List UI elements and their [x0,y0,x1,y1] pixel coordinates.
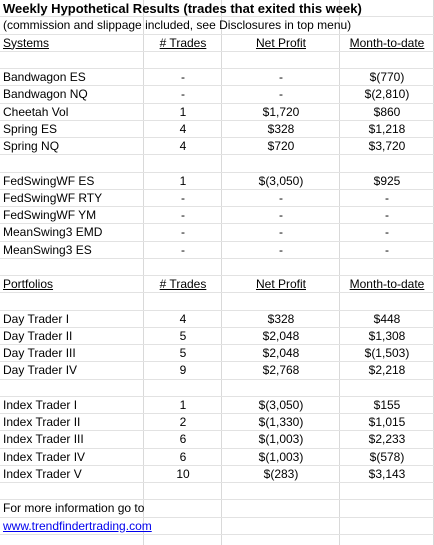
grid-row-line [0,206,434,207]
trades-cell: 1 [179,104,187,119]
month-to-date-column-header: Month-to-date [349,277,425,291]
grid-row-line [0,172,434,173]
row-name: Spring NQ [3,139,60,153]
net-profit-cell: $(1,330) [258,415,304,429]
month-to-date-cell: $155 [373,397,401,412]
table-row [0,397,434,414]
table-row [0,190,434,207]
net-profit-cell: $720 [267,139,295,153]
net-profit-cell: $328 [267,311,295,326]
section-header: Systems [3,35,50,50]
grid-row-line [0,344,434,345]
net-profit-cell: $(1,003) [258,449,304,464]
trades-cell: - [181,242,185,257]
net-profit-column-header: Net Profit [255,277,306,291]
row-name: Index Trader III [3,432,84,447]
trades-cell: - [181,190,185,205]
column-header-row [0,276,434,293]
grid-row-line [0,137,434,138]
trades-cell: - [181,208,185,222]
month-to-date-cell: $(2,810) [364,87,410,102]
trades-cell: 4 [179,311,187,326]
grid-row-line [0,241,434,242]
blank-row [0,483,434,500]
month-to-date-cell: $3,720 [368,139,406,153]
blank-row [0,293,434,310]
net-profit-cell: $1,720 [262,104,300,119]
grid-row-line [0,482,434,483]
table-row [0,224,434,241]
trades-cell: 5 [179,328,187,343]
website-link[interactable]: www.trendfindertrading.com [3,518,152,533]
net-profit-cell: $(1,003) [258,432,304,447]
trades-cell: 6 [179,432,187,447]
net-profit-cell: - [279,242,283,257]
trades-column-header: # Trades [159,277,207,291]
column-header-row [0,35,434,52]
table-row [0,414,434,431]
grid-row-line [0,396,434,397]
grid-row-line [0,258,434,259]
table-row [0,104,434,121]
grid-row-line [0,68,434,69]
table-row [0,466,434,483]
trades-cell: 4 [179,121,187,136]
grid-row-line [0,448,434,449]
row-name: FedSwingWF ES [3,173,95,188]
month-to-date-cell: $(1,503) [364,346,410,360]
net-profit-cell: $2,048 [262,328,300,343]
net-profit-cell: $328 [267,121,295,136]
table-row [0,121,434,138]
month-to-date-cell: $1,218 [368,121,406,136]
row-name: Index Trader IV [3,449,86,464]
grid-row-line [0,85,434,86]
row-name: FedSwingWF YM [3,208,97,222]
month-to-date-cell: $(770) [369,70,405,84]
row-name: Index Trader II [3,415,81,429]
month-to-date-cell: $1,015 [368,415,406,429]
month-to-date-cell: $2,218 [368,363,406,378]
row-name: Day Trader II [3,328,73,343]
trades-cell: - [181,70,185,84]
sheet-subtitle: (commission and slippage included, see Disclosures in top menu) [3,18,352,33]
row-name: Day Trader IV [3,363,78,378]
table-row [0,173,434,190]
trades-cell: 2 [179,415,187,429]
month-to-date-cell: - [385,242,389,257]
grid-row-line [0,534,434,535]
grid-row-line [0,465,434,466]
row-name: Day Trader III [3,346,76,360]
table-row [0,138,434,155]
grid-row-line [0,103,434,104]
month-to-date-cell: $(578) [369,449,405,464]
net-profit-cell: - [279,70,283,84]
month-to-date-cell: $925 [373,173,401,188]
net-profit-cell: - [279,208,283,222]
blank-row [0,380,434,397]
table-row [0,328,434,345]
table-row [0,86,434,103]
month-to-date-cell: $1,308 [368,328,406,343]
trades-cell: 5 [179,346,187,360]
grid-row-line [0,310,434,311]
subtitle-row [0,17,434,34]
grid-row-line [0,430,434,431]
trades-cell: 9 [179,363,187,378]
row-name: FedSwingWF RTY [3,190,103,205]
grid-row-line [0,292,434,293]
blank-row [0,155,434,172]
net-profit-cell: $(3,050) [258,173,304,188]
row-name: Spring ES [3,121,58,136]
row-name: Day Trader I [3,311,70,326]
row-name: Index Trader V [3,466,82,481]
grid-row-line [0,16,434,17]
section-header: Portfolios [3,277,54,291]
row-name: Bandwagon NQ [3,87,88,102]
sheet-title: Weekly Hypothetical Results (trades that exited this week) [3,1,362,16]
footer-link-row [0,518,434,535]
net-profit-cell: $2,048 [262,346,300,360]
grid-row-line [0,379,434,380]
footer-text: For more information go to [3,501,145,516]
month-to-date-cell: $448 [373,311,401,326]
title-row [0,0,434,17]
grid-row-line [0,361,434,362]
trades-cell: - [181,225,185,240]
grid-row-line [0,51,434,52]
table-row [0,449,434,466]
trades-cell: 1 [179,173,187,188]
net-profit-cell: $(3,050) [258,397,304,412]
row-name: Index Trader I [3,397,78,412]
grid-row-line [0,120,434,121]
table-row [0,207,434,224]
net-profit-cell: $(283) [263,466,299,481]
table-row [0,242,434,259]
month-to-date-column-header: Month-to-date [349,35,425,50]
row-name: MeanSwing3 ES [3,242,92,257]
trades-cell: 4 [179,139,187,153]
trades-cell: 10 [176,466,190,481]
trades-cell: - [181,87,185,102]
blank-row [0,259,434,276]
month-to-date-cell: - [385,225,389,240]
grid-row-line [0,499,434,500]
month-to-date-cell: - [385,190,389,205]
trades-cell: 6 [179,449,187,464]
table-row [0,69,434,86]
row-name: MeanSwing3 EMD [3,225,103,240]
row-name: Cheetah Vol [3,104,69,119]
grid-row-line [0,327,434,328]
grid-row-line [0,275,434,276]
month-to-date-cell: $860 [373,104,401,119]
grid-row-line [0,154,434,155]
table-row [0,345,434,362]
table-row [0,311,434,328]
grid-row-line [0,189,434,190]
month-to-date-cell: - [385,208,389,222]
grid-row-line [0,413,434,414]
net-profit-cell: $2,768 [262,363,300,378]
footer-row [0,500,434,517]
month-to-date-cell: $2,233 [368,432,406,447]
trades-cell: 1 [179,397,187,412]
grid-row-line [0,34,434,35]
row-name: Bandwagon ES [3,70,86,84]
grid-row-line [0,517,434,518]
net-profit-cell: - [279,190,283,205]
grid-row-line [0,223,434,224]
net-profit-column-header: Net Profit [255,35,306,50]
net-profit-cell: - [279,225,283,240]
trades-column-header: # Trades [159,35,207,50]
net-profit-cell: - [279,87,283,102]
month-to-date-cell: $3,143 [368,466,406,481]
blank-row [0,52,434,69]
table-row [0,431,434,448]
table-row [0,362,434,379]
